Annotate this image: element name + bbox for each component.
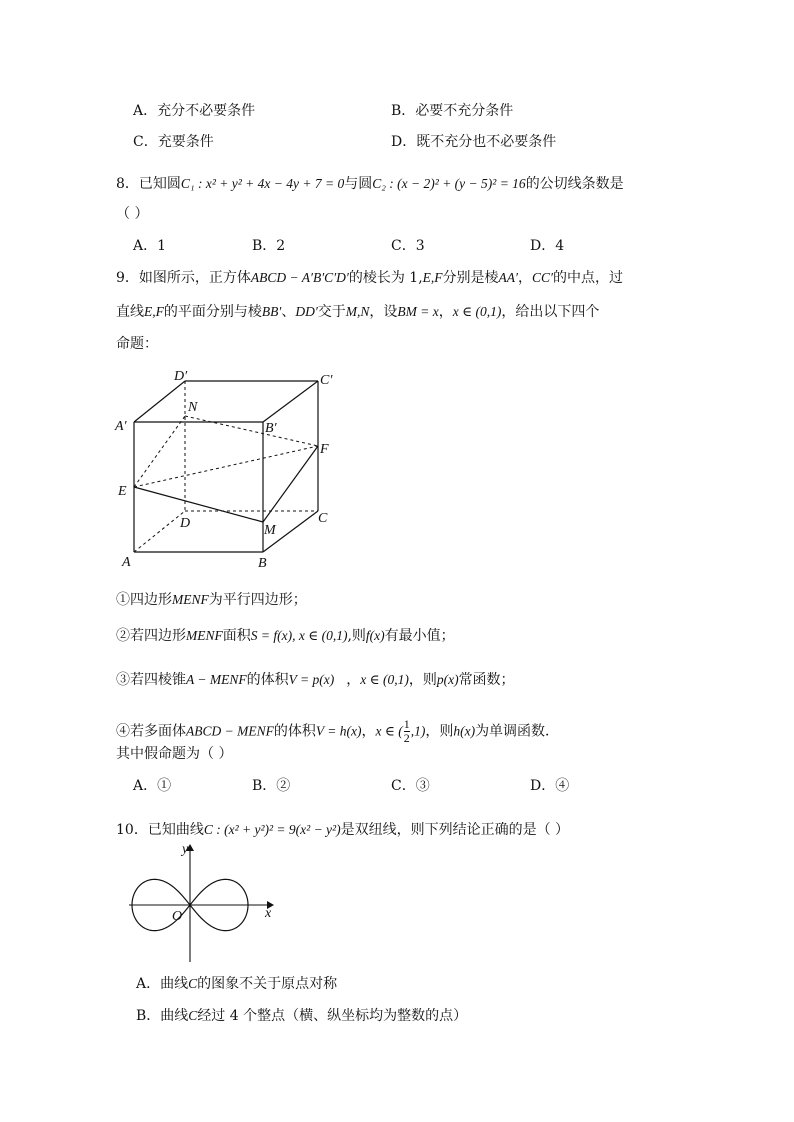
label-b: B xyxy=(258,556,267,571)
q9-edge-aa: AA′ xyxy=(498,270,518,285)
q9-option-d: D．④ xyxy=(530,778,570,794)
p4-text-b: 的体积 xyxy=(273,723,316,740)
q9-prefix: 9．如图所示，正方体 xyxy=(116,270,251,286)
q8-option-a: A．1 xyxy=(133,238,167,254)
label-c1: C′ xyxy=(320,373,333,388)
q9-l2c: 、 xyxy=(281,304,296,320)
p4-fraction-den: 2 xyxy=(403,731,410,745)
p2-fx: f(x) xyxy=(365,628,385,643)
segment-e-m xyxy=(134,487,263,522)
p4-polyhedron: ABCD − MENF xyxy=(186,723,274,739)
q9-points-ef-2: E,F xyxy=(144,304,164,319)
q10-option-a xyxy=(136,974,337,994)
q9-proposition-1 xyxy=(116,590,307,610)
hidden-edge-a-d xyxy=(134,511,185,552)
q8-answer-paren: （ ） xyxy=(116,206,149,222)
hidden-segment-e-n xyxy=(134,416,185,487)
q10-opt-a-1: A．曲线 xyxy=(136,976,189,992)
p3-px: p(x) xyxy=(436,672,459,687)
q9-text3: 的中点，过 xyxy=(552,270,623,286)
q8-stem xyxy=(116,174,624,194)
lemniscate-figure xyxy=(125,840,285,965)
q8-circle-c1: C₁ : x² + y² + 4x − 4y + 7 = 0 xyxy=(180,176,345,191)
q10-opt-b-1: B．曲线 xyxy=(136,1008,189,1024)
p4-hx: h(x) xyxy=(453,723,476,739)
p1-text-a: ①四边形 xyxy=(116,592,172,608)
q10-opt-b-c: C xyxy=(188,1008,198,1023)
q10-opt-a-c: C xyxy=(188,976,198,991)
q9-text1: 的棱长为 1, xyxy=(348,270,423,286)
q7-option-d: D．既不充分也不必要条件 xyxy=(391,134,557,150)
q9-stem-line2 xyxy=(116,302,599,322)
p4-domain-open: x ∈ ( xyxy=(375,723,403,739)
p2-quad: MENF xyxy=(186,628,223,643)
p3-text-a: ③若四棱锥 xyxy=(116,672,186,688)
q9-cube-name: ABCD − A′B′C′D′ xyxy=(250,270,349,285)
q9-option-a: A．① xyxy=(133,778,172,794)
q8-option-c: C．3 xyxy=(391,238,425,254)
edge-b1-c1 xyxy=(263,381,318,422)
label-d: D xyxy=(180,516,191,531)
label-n: N xyxy=(188,400,198,415)
q8-suffix: 的公切线条数是 xyxy=(525,176,624,192)
q9-points-ef: E,F xyxy=(422,270,443,285)
q10-equation: C : (x² + y²)² = 9(x² − y²) xyxy=(203,822,341,837)
q9-edge-dd: DD′ xyxy=(295,304,318,319)
q9-edge-cc: CC′ xyxy=(531,270,553,285)
label-a1: A′ xyxy=(115,419,127,434)
label-f: F xyxy=(320,442,329,457)
q8-option-b: B．2 xyxy=(252,238,286,254)
hidden-segment-n-f xyxy=(185,416,318,446)
q7-option-a: A．充分不必要条件 xyxy=(133,103,256,119)
label-e: E xyxy=(118,484,127,499)
q9-bm-eq: BM = x xyxy=(397,304,439,319)
q9-l2d: 交于 xyxy=(317,304,346,320)
p4-text-d: ，则 xyxy=(425,723,454,740)
q9-x-domain: x ∈ (0,1) xyxy=(452,304,502,319)
label-b1: B′ xyxy=(265,421,277,436)
p1-quad: MENF xyxy=(172,592,209,607)
label-m: M xyxy=(264,523,276,538)
p3-pyramid: A − MENF xyxy=(186,672,247,687)
p4-text-a: ④若多面体 xyxy=(116,723,186,740)
q8-option-d: D．4 xyxy=(530,238,565,254)
label-origin: O xyxy=(172,909,183,924)
p4-domain-close: ,1) xyxy=(410,723,426,739)
q9-option-c: C．③ xyxy=(391,778,430,794)
edge-a1-d1 xyxy=(134,381,185,422)
label-d1: D′ xyxy=(174,369,188,384)
label-c: C xyxy=(318,511,328,526)
q10-prefix: 10．已知曲线 xyxy=(116,822,204,838)
q9-option-b: B．② xyxy=(252,778,291,794)
p2-text-c: ,则 xyxy=(347,628,366,644)
q9-l2a: 直线 xyxy=(116,304,144,320)
p2-text-b: 面积 xyxy=(222,628,251,644)
q9-stem-line3: 命题： xyxy=(116,336,158,352)
q10-suffix: 是双纽线，则下列结论正确的是（ ） xyxy=(340,822,570,838)
q9-stem-line1 xyxy=(116,268,623,288)
q10-stem xyxy=(116,820,569,840)
q9-l2f: ， xyxy=(438,304,453,320)
hidden-segment-e-f xyxy=(134,446,318,487)
p4-fraction-num: 1 xyxy=(403,717,410,731)
p3-text-c: ， xyxy=(346,672,361,688)
q9-l2b: 的平面分别与棱 xyxy=(163,304,262,320)
q9-edge-bb: BB′ xyxy=(261,304,282,319)
q10-opt-a-2: 的图象不关于原点对称 xyxy=(197,976,338,992)
p4-text-c: ， xyxy=(361,723,376,740)
p3-text-b: 的体积 xyxy=(246,672,289,688)
p2-text-a: ②若四边形 xyxy=(116,628,186,644)
q9-l2e: ，设 xyxy=(369,304,398,320)
q8-circle-c2: C₂ : (x − 2)² + (y − 5)² = 16 xyxy=(372,176,526,191)
q10-opt-b-2: 经过 4 个整点（横、纵坐标均为整数的点） xyxy=(197,1008,468,1024)
q9-question: 其中假命题为（ ） xyxy=(116,746,233,762)
q7-option-c: C．充要条件 xyxy=(133,134,214,150)
q9-comma: ， xyxy=(517,270,532,286)
label-a: A xyxy=(122,555,131,570)
q8-prefix: 8．已知圆 xyxy=(116,176,181,192)
p4-fraction xyxy=(404,718,410,745)
q9-l2g: ，给出以下四个 xyxy=(501,304,600,320)
p4-text-e: 为单调函数． xyxy=(475,723,560,740)
q9-proposition-4 xyxy=(116,718,559,745)
cube-figure xyxy=(110,364,350,574)
q8-mid: 与圆 xyxy=(344,176,373,192)
p2-text-d: 有最小值； xyxy=(384,628,455,644)
p3-text-e: 常函数； xyxy=(458,672,515,688)
p2-area-func: S = f(x), x ∈ (0,1) xyxy=(250,628,348,643)
p3-volume-func: V = p(x) xyxy=(288,672,335,687)
q9-points-mn: M,N xyxy=(345,304,370,319)
p3-text-d: ，则 xyxy=(408,672,437,688)
label-y-axis: y xyxy=(182,842,189,857)
q9-proposition-3 xyxy=(116,670,515,690)
p4-volume-func: V = h(x) xyxy=(315,723,362,739)
q7-option-b: B．必要不充分条件 xyxy=(391,103,514,119)
p1-text-b: 为平行四边形； xyxy=(208,592,307,608)
p3-domain: x ∈ (0,1) xyxy=(360,672,409,687)
label-x-axis: x xyxy=(265,906,272,921)
q9-text2: 分别是棱 xyxy=(442,270,499,286)
q10-option-b xyxy=(136,1006,467,1026)
q9-proposition-2 xyxy=(116,626,455,646)
